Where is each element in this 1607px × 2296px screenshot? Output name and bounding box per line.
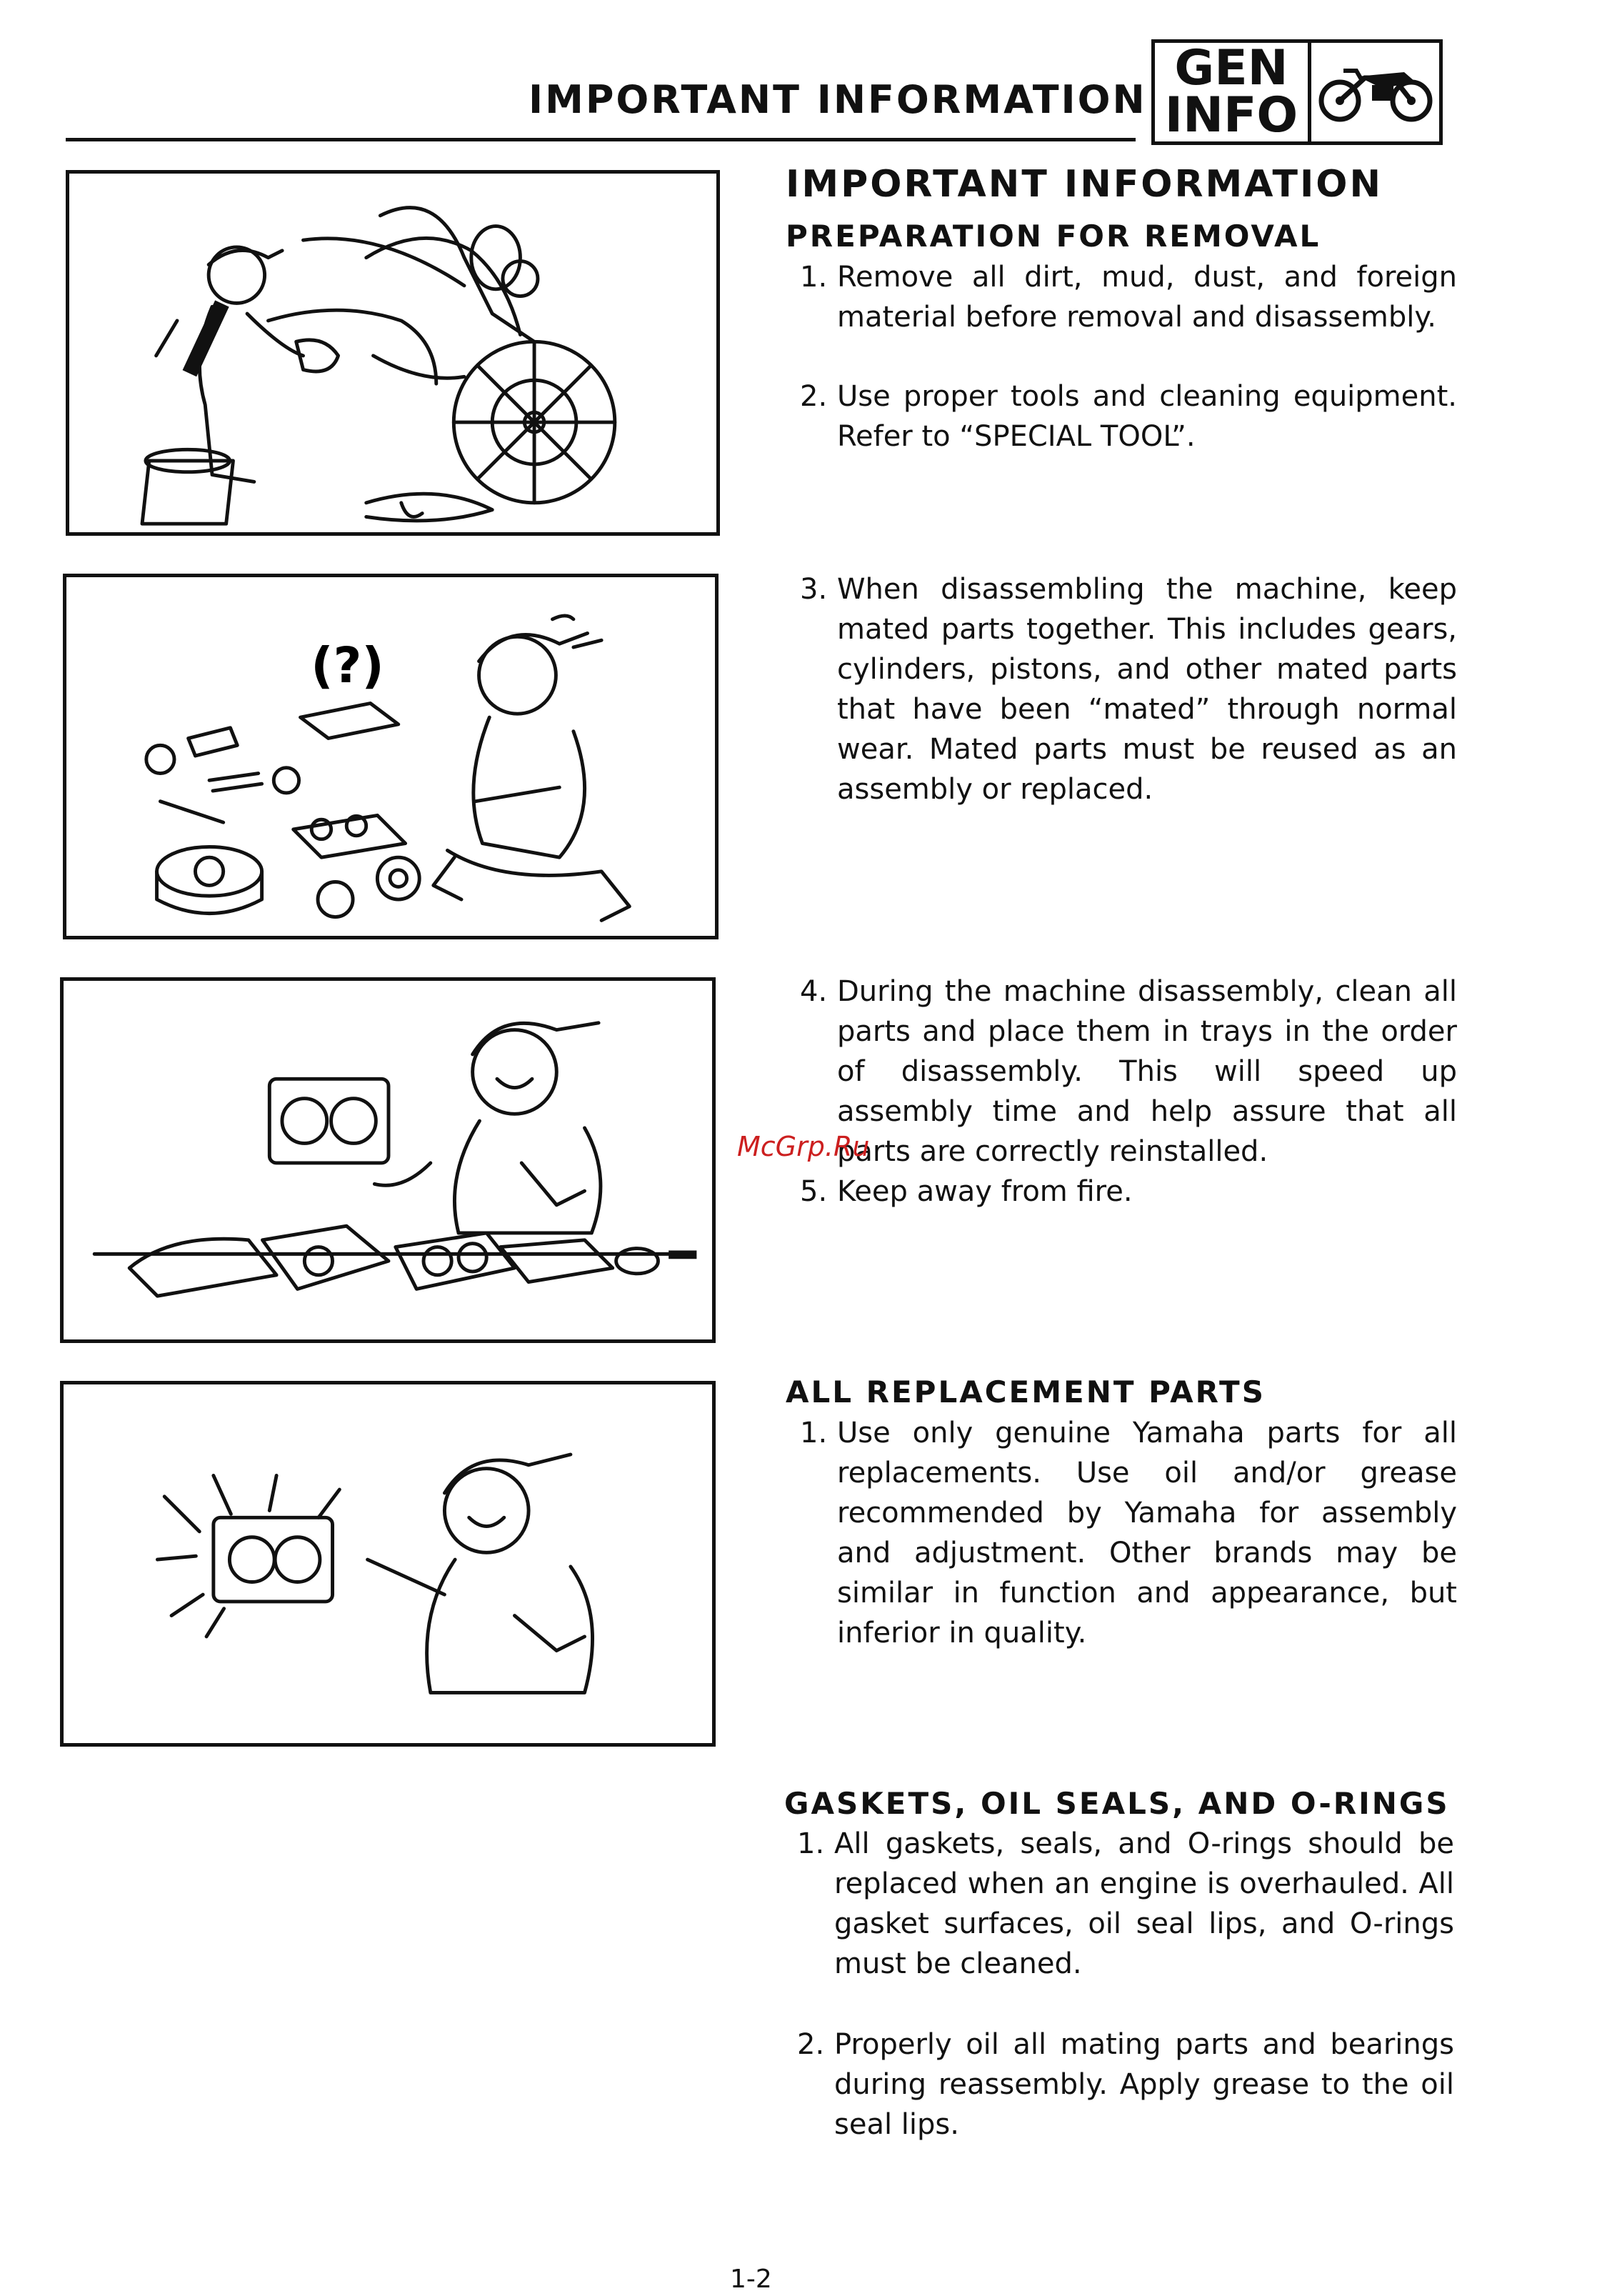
item-number: 1. (800, 1417, 828, 1449)
item-text: Use only genuine Yamaha parts for all replacements. Use oil and/or grease recommended by Yamaha for assembly and adjustment. Other brands may be similar in function and appearance, but inferior in quality. (837, 1417, 1457, 1649)
item-text: When disassembling the machine, keep mated parts together. This includes gears, cylinders, pistons, and other mated parts that have been “mated” through normal wear. Mated parts must be reused as an assembly or replaced. (837, 573, 1457, 806)
illustration-parts-in-trays (60, 977, 716, 1343)
item-number: 1. (797, 1827, 825, 1860)
list-item (800, 1413, 1457, 1653)
item-number: 1. (800, 261, 828, 294)
illustration-mated-parts (63, 574, 719, 939)
badge-line1: GEN (1174, 40, 1288, 96)
item-number: 2. (797, 2028, 825, 2061)
list-item (800, 569, 1457, 809)
heading-all-replacement-parts: ALL REPLACEMENT PARTS (786, 1374, 1266, 1409)
item-text: Keep away from fire. (837, 1175, 1133, 1208)
item-number: 2. (800, 380, 828, 413)
question-mark-label: (?) (311, 637, 384, 695)
item-text: During the machine disassembly, clean all parts and place them in trays in the order of disassembly. This will speed up assembly time and help assure that all parts are correctly reinstalled. (837, 975, 1457, 1168)
item-text: Remove all dirt, mud, dust, and foreign material before removal and disassembly. (837, 261, 1457, 334)
main-title: IMPORTANT INFORMATION (786, 163, 1383, 206)
list-item (800, 1172, 1457, 1212)
item-text: Use proper tools and cleaning equipment. Refer to “SPECIAL TOOL”. (837, 380, 1457, 453)
item-number: 3. (800, 573, 828, 606)
list-item (800, 376, 1457, 456)
badge-line2: INFO (1164, 87, 1298, 144)
list-item (797, 2025, 1454, 2145)
item-text: Properly oil all mating parts and bearings during reassembly. Apply grease to the oil seal lips. (834, 2028, 1454, 2141)
list-item (797, 1824, 1454, 1984)
item-number: 4. (800, 975, 828, 1008)
item-number: 5. (800, 1175, 828, 1208)
item-text: All gaskets, seals, and O-rings should be replaced when an engine is overhauled. All gasket surfaces, oil seal lips, and O-rings must be cleaned. (834, 1827, 1454, 1980)
motorcycle-icon (1311, 43, 1439, 141)
page-number: 1-2 (730, 2265, 772, 2294)
gen-info-badge (1151, 39, 1443, 145)
illustration-washing-motorcycle (66, 170, 720, 536)
heading-preparation-for-removal: PREPARATION FOR REMOVAL (786, 219, 1321, 254)
header-divider (66, 138, 1136, 141)
watermark: McGrp.Ru (737, 1131, 870, 1162)
heading-gaskets-oil-seals-o-rings: GASKETS, OIL SEALS, AND O-RINGS (784, 1786, 1450, 1821)
badge-text (1155, 40, 1311, 144)
header-title: IMPORTANT INFORMATION (529, 77, 1147, 122)
illustration-genuine-parts (60, 1381, 716, 1747)
list-item (800, 972, 1457, 1172)
list-item (800, 257, 1457, 337)
